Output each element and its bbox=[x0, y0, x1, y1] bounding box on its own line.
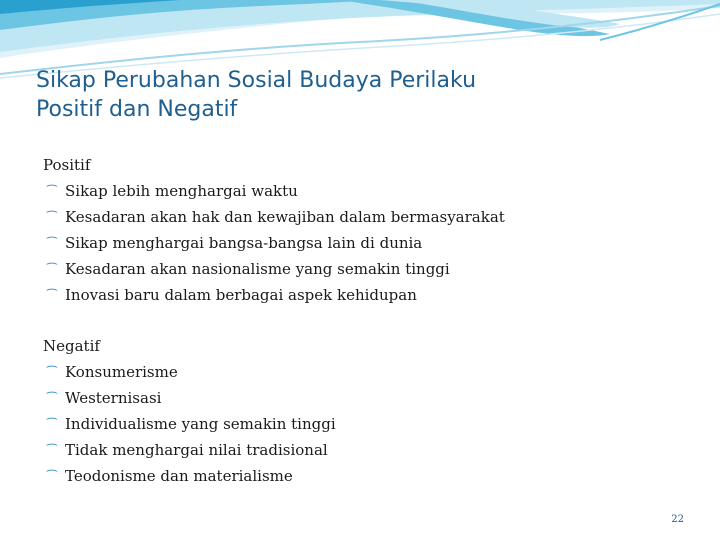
positive-list bbox=[43, 178, 683, 308]
list-item bbox=[43, 178, 683, 204]
list-item-text: Westernisasi bbox=[65, 389, 162, 407]
list-item bbox=[43, 385, 683, 411]
swoosh-bullet-icon: ⁀ bbox=[47, 366, 57, 380]
list-item-text: Kesadaran akan hak dan kewajiban dalam bermasyarakat bbox=[65, 208, 505, 226]
swoosh-bullet-icon: ⁀ bbox=[47, 185, 57, 199]
list-item bbox=[43, 282, 683, 308]
title-line-1: Sikap Perubahan Sosial Budaya Perilaku bbox=[36, 68, 477, 93]
list-item bbox=[43, 437, 683, 463]
section-spacer bbox=[43, 308, 683, 333]
negative-heading: Negatif bbox=[43, 337, 100, 355]
list-item-text: Kesadaran akan nasionalisme yang semakin tinggi bbox=[65, 260, 450, 278]
swoosh-bullet-icon: ⁀ bbox=[47, 237, 57, 251]
swoosh-bullet-icon: ⁀ bbox=[47, 392, 57, 406]
list-item bbox=[43, 411, 683, 437]
list-item-text: Sikap lebih menghargai waktu bbox=[65, 182, 298, 200]
positive-heading: Positif bbox=[43, 156, 91, 174]
list-item-text: Teodonisme dan materialisme bbox=[65, 467, 293, 485]
title-line-2: Positif dan Negatif bbox=[36, 97, 238, 122]
list-item-text: Sikap menghargai bangsa-bangsa lain di dunia bbox=[65, 234, 423, 252]
swoosh-bullet-icon: ⁀ bbox=[47, 289, 57, 303]
list-item-text: Individualisme yang semakin tinggi bbox=[65, 415, 336, 433]
swoosh-bullet-icon: ⁀ bbox=[47, 444, 57, 458]
swoosh-bullet-icon: ⁀ bbox=[47, 418, 57, 432]
slide-content bbox=[43, 152, 683, 489]
list-item-text: Inovasi baru dalam berbagai aspek kehidupan bbox=[65, 286, 417, 304]
list-item-text: Konsumerisme bbox=[65, 363, 178, 381]
negative-list bbox=[43, 359, 683, 489]
swoosh-bullet-icon: ⁀ bbox=[47, 470, 57, 484]
slide-title bbox=[36, 66, 676, 124]
list-item bbox=[43, 204, 683, 230]
swoosh-bullet-icon: ⁀ bbox=[47, 263, 57, 277]
page-number: 22 bbox=[671, 514, 684, 525]
list-item bbox=[43, 230, 683, 256]
list-item bbox=[43, 256, 683, 282]
list-item bbox=[43, 359, 683, 385]
list-item bbox=[43, 463, 683, 489]
swoosh-bullet-icon: ⁀ bbox=[47, 211, 57, 225]
list-item-text: Tidak menghargai nilai tradisional bbox=[65, 441, 328, 459]
